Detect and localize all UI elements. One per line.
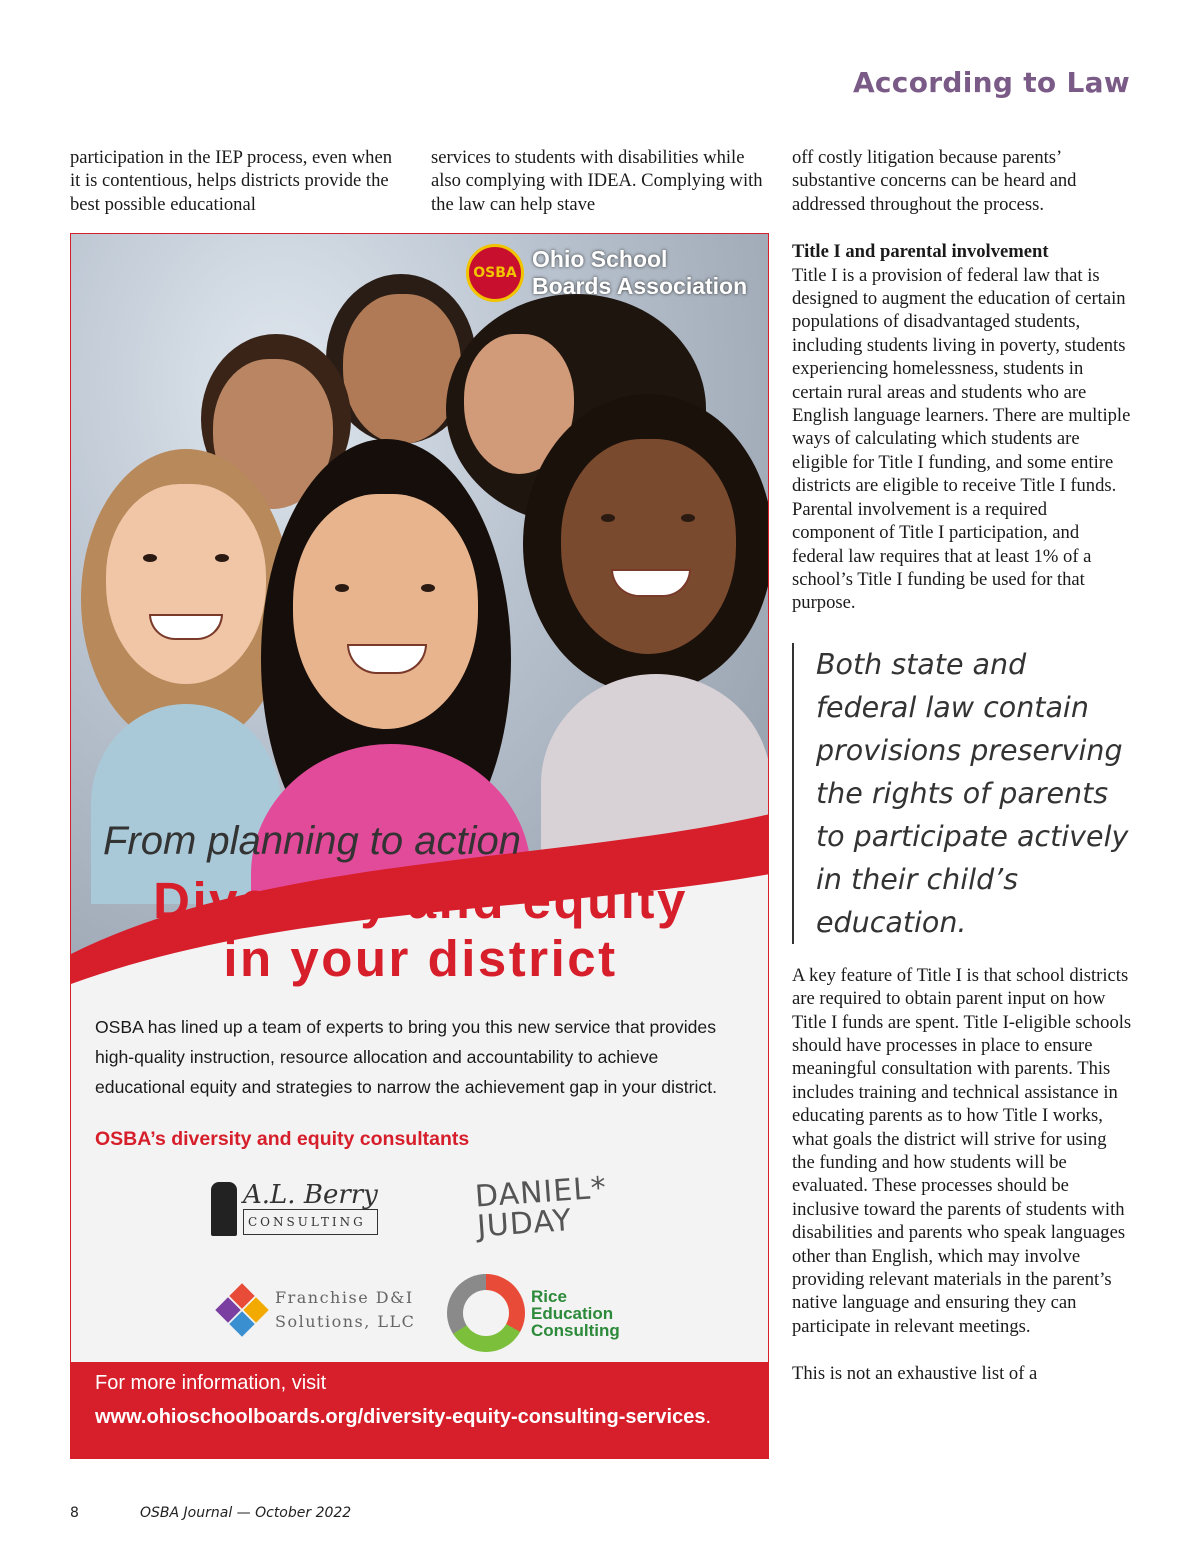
ad-headline — [71, 872, 769, 988]
juday-line-1: DANIEL* — [473, 1170, 609, 1215]
franchise-mark-icon — [219, 1287, 265, 1333]
osba-logo — [466, 244, 747, 302]
ad-footer-text: For more information, visit — [95, 1372, 327, 1394]
osba-advertisement — [70, 233, 769, 1459]
article-column-2 — [431, 146, 771, 216]
column-2-text: services to students with disabilities while also complying with IDEA. Complying with the law can help stave — [431, 147, 763, 215]
page-number: 8 — [70, 1505, 79, 1521]
franchise-line-2: Solutions, LLC — [275, 1312, 416, 1331]
closing-paragraph: This is not an exhaustive list of a — [792, 1363, 1038, 1385]
osba-logo-text — [532, 246, 747, 300]
rice-line-1: Rice — [531, 1286, 567, 1306]
ad-tagline: From planning to action — [103, 819, 522, 863]
logo-line-2: Boards Association — [532, 273, 748, 299]
section-label: According to Law — [852, 66, 1130, 99]
journal-title: OSBA Journal — October 2022 — [140, 1505, 352, 1521]
headline-line-1: Diversity and equity — [153, 872, 688, 929]
rice-line-2: Education — [531, 1303, 614, 1323]
franchise-wordmark — [275, 1286, 415, 1334]
franchise-di-logo — [219, 1286, 415, 1334]
alberry-sub: CONSULTING — [243, 1209, 378, 1235]
rice-line-3: Consulting — [531, 1320, 620, 1340]
logo-line-1: Ohio School — [532, 246, 668, 272]
rice-wordmark — [531, 1288, 620, 1339]
rice-badge-icon — [447, 1274, 525, 1352]
ad-description: OSBA has lined up a team of experts to bring you this new service that provides high-quality instruction, resource allocation and accountability to achieve educational equity and strategies to narrow the achievement gap in your district. — [95, 1017, 718, 1097]
article-column-1 — [70, 146, 400, 216]
article-column-3 — [792, 146, 1132, 1386]
title-i-paragraph: Title I is a provision of federal law that is designed to augment the education of certain populations of disadvantaged students, including students living in poverty, students experiencing homelessness, students in certain rural areas and students who are English language learners. There are multiple ways of calculating which students are eligible for Title I funding, and some entire districts are eligible to receive Title I funds. Parental involvement is a required component of Title I participation, and federal law requires that at least 1% of a school’s Title I funding be used for that purpose. — [792, 264, 1131, 614]
chess-piece-icon — [211, 1182, 237, 1236]
ad-footer-url[interactable] — [95, 1406, 711, 1429]
alberry-name: A.L. Berry — [243, 1180, 378, 1210]
column-1-text: participation in the IEP process, even when it is contentious, helps districts provide the best possible educational — [70, 147, 393, 215]
seal-text: OSBA — [473, 265, 517, 281]
pull-quote: Both state and federal law contain provisions preserving the rights of parents to participate actively in their child’s education. — [792, 643, 1132, 944]
alberry-consulting-logo — [211, 1182, 378, 1236]
consultants-label: OSBA’s diversity and equity consultants — [95, 1128, 470, 1150]
rice-education-logo — [447, 1274, 620, 1352]
alberry-wordmark — [243, 1180, 378, 1235]
franchise-line-1: Franchise D&I — [275, 1288, 414, 1307]
subheading-title-i: Title I and parental involvement — [792, 241, 1049, 263]
headline-line-2: in your district — [223, 930, 618, 987]
column-3-intro: off costly litigation because parents’ substantive concerns can be heard and addressed throughout the process. — [792, 147, 1077, 215]
footer-url-text[interactable]: www.ohioschoolboards.org/diversity-equity-consulting-services — [95, 1406, 706, 1428]
footer-period: . — [705, 1406, 712, 1428]
daniel-juday-logo — [473, 1170, 610, 1245]
juday-line-2: JUDAY — [475, 1202, 574, 1245]
key-feature-paragraph: A key feature of Title I is that school districts are required to obtain parent input on how Title I funds are spent. Title I-eligible schools should have processes in place to ensure meaningful consultation with parents. This includes training and technical assistance in educating parents as to how Title I works, what goals the district will strive for using the funding and how students will be evaluated. These processes should be inclusive toward the parents of students with disabilities and parents who speak languages other than English, which may involve providing relevant materials in the parent’s native language and ensuring they can participate in relevant meetings. — [792, 964, 1132, 1337]
osba-seal-icon — [466, 244, 524, 302]
